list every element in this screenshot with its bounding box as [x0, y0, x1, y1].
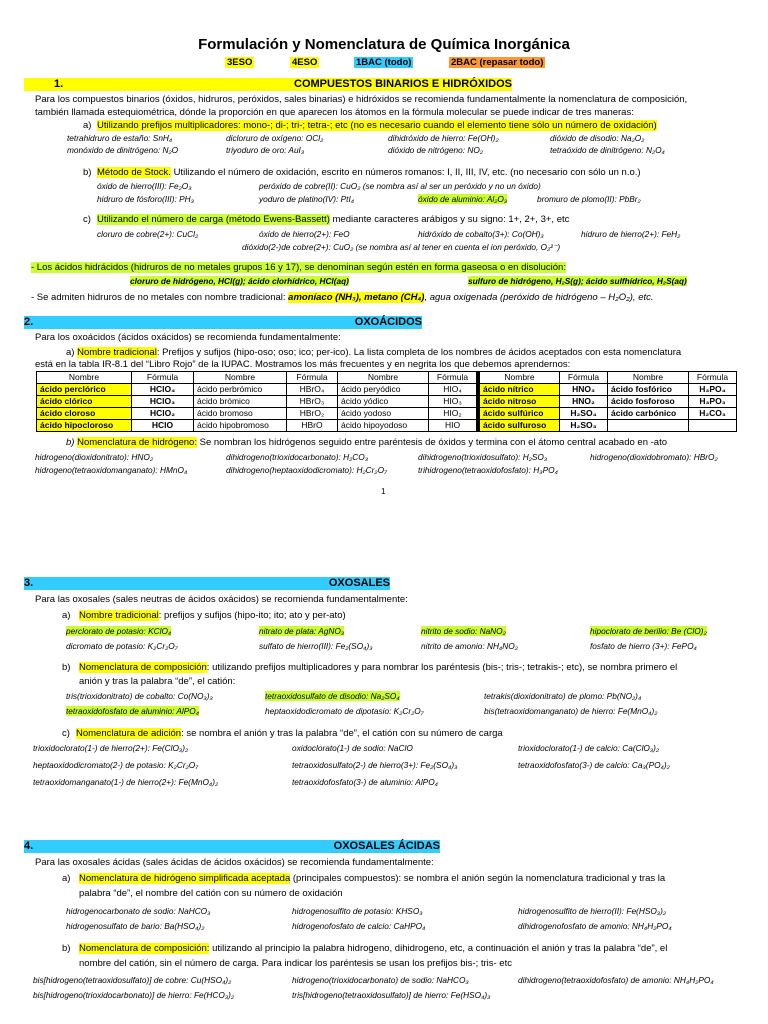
example-item: tris(trioxidonitrato) de cobalto: Co(NO₃)₃ [66, 691, 213, 701]
column-header: Fórmula [287, 372, 338, 384]
section-2-header [24, 316, 422, 329]
example-item: tetraoxidosulfato de disodio: Na₂SO₄ [265, 691, 400, 701]
table-cell: HBrO₂ [287, 408, 338, 420]
example-item: óxido de aluminio: Al₂O₃ [418, 194, 508, 204]
s3-b-text: : utilizando prefijos multiplicadores y para nombrar los paréntesis (bis-; tris-; tetrakis-; etc), se nombra primero el [206, 662, 678, 673]
s3-a-text: : prefijos y sufijos (hipo-ito; ito; ato y per-ato) [158, 610, 346, 621]
example-item: hidrogenocarbonato de sodio: NaHCO₃ [66, 906, 211, 916]
example-item: bis[hidrogeno(trioxidocarbonato)] de hierro: Fe(HCO₃)₂ [33, 990, 235, 1000]
level-1bac: 1BAC (todo) [356, 57, 412, 68]
s4-a-highlight: Nomenclatura de hidrógeno simplificada aceptada [79, 873, 291, 884]
table-cell: ácido nitroso [478, 396, 560, 408]
example-item: hidrogeno(dioxidonitrato): HNO₂ [35, 452, 153, 462]
table-cell: ácido yodoso [338, 408, 429, 420]
table-cell [689, 420, 737, 432]
example-item: hipoclorato de berilio: Be (ClO)₂ [590, 626, 707, 636]
level-3eso: 3ESO [227, 57, 253, 68]
column-header: Nombre [194, 372, 287, 384]
column-header: Fórmula [560, 372, 608, 384]
s3-a-label: a) [62, 610, 71, 621]
example-item: monóxido de dinitrógeno: N₂O [67, 145, 179, 155]
section-1-title: COMPUESTOS BINARIOS E HIDRÓXIDOS [294, 78, 512, 90]
example-item: oxidoclorato(1-) de sodio: NaClO [292, 743, 413, 753]
s4-a-line2: palabra “de”, el nombre del catión con su número de oxidación [79, 888, 343, 899]
table-cell: ácido perbrómico [194, 384, 287, 396]
s2-b-highlight: Nomenclatura de hidrógeno: [77, 437, 197, 448]
s4-b-line [79, 943, 667, 954]
example-item: nitrito de sodio: NaNO₂ [421, 626, 506, 636]
section-1-number: 1. [54, 78, 64, 90]
table-cell: HNO₃ [560, 384, 608, 396]
s3-b-line2: anión y tras la palabra “de”, el catión: [79, 676, 236, 687]
table-cell: H₂SO₃ [560, 420, 608, 432]
example-item: trioxidoclorato(1-) de calcio: Ca(ClO₃)₂ [518, 743, 660, 753]
example-item: hidrogenofosfato de calcio: CaHPO₄ [292, 921, 426, 931]
example-item: dihidrogeno(trioxidocarbonato): H₂CO₃ [226, 452, 369, 462]
table-cell: ácido sulfúrico [478, 408, 560, 420]
section-2-number: 2. [24, 316, 34, 328]
s4-b-label: b) [62, 943, 71, 954]
s3-b-line [79, 662, 677, 673]
example-item: dihidróxido de hierro: Fe(OH)₂ [388, 133, 499, 143]
s2-a-label: a) [66, 347, 78, 358]
example-item: tetraoxidomanganato(1-) de hierro(2+): Fe(MnO₄)₂ [33, 777, 219, 787]
s1-intro-line1: Para los compuestos binarios (óxidos, hidruros, peróxidos, sales binarias) e hidróxidos se recomienda fundamentalmente la nomenclatura de composición, [35, 94, 688, 105]
level-4eso: 4ESO [292, 57, 318, 68]
example-item: bis[hidrogeno(tetraoxidosulfato)] de cobre: Cu(HSO₄)₂ [33, 975, 232, 985]
s3-b-label: b) [62, 662, 71, 673]
example-item: dihidrogeno(heptaoxidodicromato): H₂Cr₂O₇ [226, 465, 387, 475]
section-3-header [24, 577, 390, 590]
section-2-title: OXOÁCIDOS [354, 316, 422, 328]
table-cell: HNO₂ [560, 396, 608, 408]
s2-b-line [66, 437, 667, 448]
example-item: dicromato de potasio: K₂Cr₂O₇ [66, 641, 178, 651]
example-item: fosfato de hierro (3+): FePO₄ [590, 641, 697, 651]
table-cell: HIO₃ [429, 396, 479, 408]
s1-b-line [97, 167, 641, 178]
section-3-number: 3. [24, 577, 34, 589]
s2-b-text: Se nombran los hidrógenos seguido entre paréntesis de óxidos y termina con el átomo central acabado en -ato [196, 437, 667, 448]
table-cell: ácido fosfórico [608, 384, 689, 396]
example-item: heptaoxidodicromato de dipotasio: K₂Cr₂O₇ [265, 706, 424, 716]
example-item: tetraoxidofosfato de aluminio: AlPO₄ [66, 706, 200, 716]
table-cell: ácido sulfuroso [478, 420, 560, 432]
table-cell: ácido clórico [37, 396, 132, 408]
table-cell: HIO [429, 420, 479, 432]
hidracido-example: cloruro de hidrógeno, HCl(g); ácido clorhídrico, HCl(aq) [130, 276, 349, 286]
s4-b-line2: nombre del catión, sin el número de carga. Para indicar los paréntesis se usan los prefijos bis-; tris- etc [79, 958, 512, 969]
s2-a-line2: está en la tabla IR-8.1 del “Libro Rojo” de la IUPAC. Mostramos los más frecuentes y en negrita los que debemos aprendernos: [35, 359, 571, 370]
hidracido-example: sulfuro de hidrógeno, H₂S(g); ácido sulfhídrico, H₂S(aq) [468, 276, 687, 286]
example-item: hidrogenosulfato de bario: Ba(HSO₄)₂ [66, 921, 205, 931]
example-item: tetrahidruro de estaño: SnH₄ [67, 133, 173, 143]
s1-a-label: a) [83, 120, 92, 131]
example-item: óxido de hierro(2+): FeO [259, 229, 350, 239]
example-item: hidróxido de cobalto(3+): Co(OH)₃ [418, 229, 544, 239]
example-item: dióxido(2-)de cobre(2+): CuO₂ (se nombra así al tener en cuenta el ion peróxido, O₂²⁻) [242, 242, 561, 252]
table-cell: ácido hipoyodoso [338, 420, 429, 432]
table-cell: H₂SO₄ [560, 408, 608, 420]
s4-a-line [79, 873, 665, 884]
column-header: Fórmula [689, 372, 737, 384]
example-item: óxido de hierro(III): Fe₂O₃ [97, 181, 192, 191]
example-item: dióxido de nitrógeno: NO₂ [388, 145, 483, 155]
section-4-header [24, 840, 440, 853]
example-item: cloruro de cobre(2+): CuCl₂ [97, 229, 199, 239]
example-item: peróxido de cobre(II): CuO₂ (se nombra así al ser un peróxido y no un óxido) [259, 181, 541, 191]
example-item: tetrakis(dioxidonitrato) de plomo: Pb(NO₂)₄ [484, 691, 642, 701]
s3-c-line [76, 728, 503, 739]
example-item: bromuro de plomo(II): PbBr₂ [537, 194, 641, 204]
example-item: tetraoxidofosfato(3-) de calcio: Ca₃(PO₄)₂ [518, 760, 670, 770]
table-cell: H₃PO₄ [689, 384, 737, 396]
table-row [37, 408, 737, 420]
s1-b-highlight: Método de Stock. [97, 167, 171, 178]
example-item: hidruro de fósforo(III): PH₃ [97, 194, 194, 204]
s1-c-line [97, 214, 569, 225]
example-item: hidrogeno(dioxidobromato): HBrO₂ [590, 452, 718, 462]
table-cell: ácido perclórico [37, 384, 132, 396]
example-item: dihidrogenofosfato de amonio: NH₄H₂PO₄ [518, 921, 672, 931]
s1-b-text: Utilizando el número de oxidación, escrito en números romanos: I, II, III, IV, etc. (no necesario con sólo un n.o.) [170, 167, 641, 178]
s1-c-label: c) [83, 214, 91, 225]
table-cell: HBrO₄ [287, 384, 338, 396]
s3-b-highlight: Nomenclatura de composición [79, 662, 207, 673]
example-item: trioxidoclorato(1-) de hierro(2+): Fe(ClO₃)₂ [33, 743, 189, 753]
example-item: hidruro de hierro(2+): FeH₂ [581, 229, 681, 239]
s4-b-highlight: Nomenclatura de composición: [79, 943, 210, 954]
tradicional-pre: - Se admiten hidruros de no metales con nombre tradicional: [31, 292, 289, 303]
table-cell: ácido bromoso [194, 408, 287, 420]
section-4-number: 4. [24, 840, 34, 852]
table-cell: H₂CO₃ [689, 408, 737, 420]
s4-a-label: a) [62, 873, 71, 884]
table-cell [608, 420, 689, 432]
table-cell: ácido nítrico [478, 384, 560, 396]
s3-c-highlight: Nomenclatura de adición [76, 728, 182, 739]
table-header-row [37, 372, 737, 384]
table-cell: ácido hipobromoso [194, 420, 287, 432]
table-cell: ácido fosforoso [608, 396, 689, 408]
table-cell: H₃PO₃ [689, 396, 737, 408]
table-cell: HBrO₃ [287, 396, 338, 408]
table-cell: HIO₂ [429, 408, 479, 420]
s4-a-text: (principales compuestos): se nombra el anión según la nomenclatura tradicional y tras la [290, 873, 666, 884]
table-cell: ácido cloroso [37, 408, 132, 420]
example-item: dicloruro de oxígeno: OCl₂ [226, 133, 324, 143]
tradicional-post: , agua oxigenada (peróxido de hidrógeno – H₂O₂), etc. [424, 292, 654, 303]
acids-table [36, 371, 737, 432]
level-2bac: 2BAC (repasar todo) [451, 57, 544, 68]
example-item: trihidrogeno(tetraoxidofosfato): H₃PO₄ [418, 465, 558, 475]
s3-intro: Para las oxosales (sales neutras de ácidos oxácidos) se recomienda fundamentalmente: [35, 594, 408, 605]
s3-c-text: : se nombra el anión y tras la palabra “de”, el catión con su número de carga [181, 728, 503, 739]
column-header: Nombre [37, 372, 132, 384]
section-1-header [24, 78, 512, 91]
table-cell: HClO₄ [132, 384, 194, 396]
s4-b-text: utilizando al principio la palabra hidrogeno, dihidrogeno, etc, a continuación el anión y tras la palabra “de”, el [209, 943, 668, 954]
tradicional-note [31, 292, 654, 303]
example-item: nitrito de amonio: NH₄NO₂ [421, 641, 518, 651]
section-4-title: OXOSALES ÁCIDAS [333, 840, 440, 852]
example-item: heptaoxidodicromato(2-) de potasio: K₂Cr₂O₇ [33, 760, 199, 770]
column-header: Nombre [608, 372, 689, 384]
s3-c-label: c) [62, 728, 70, 739]
section-3-title: OXOSALES [328, 577, 390, 589]
example-item: hidrogeno(tetraoxidomanganato): HMnO₄ [35, 465, 188, 475]
column-header: Nombre [338, 372, 429, 384]
s2-b-label: b) [66, 437, 78, 448]
table-cell: HClO [132, 420, 194, 432]
s2-intro: Para los oxoácidos (ácidos oxácidos) se recomienda fundamentalmente: [35, 332, 341, 343]
tradicional-highlight: amoníaco (NH₃), metano (CH₄) [288, 292, 425, 303]
s3-a-highlight: Nombre tradicional [79, 610, 159, 621]
page-title: Formulación y Nomenclatura de Química Inorgánica [198, 36, 570, 53]
column-header: Nombre [478, 372, 560, 384]
s4-intro: Para las oxosales ácidas (sales ácidas de ácidos oxácidos) se recomienda fundamentalmente: [35, 857, 434, 868]
example-item: dióxido de disodio: Na₂O₂ [550, 133, 645, 143]
table-row [37, 396, 737, 408]
column-header: Fórmula [429, 372, 479, 384]
page-number: 1 [381, 487, 386, 496]
example-item: hidrogenosulfito de hierro(II): Fe(HSO₃)₂ [518, 906, 667, 916]
s3-a-line [79, 610, 346, 621]
example-item: tetraóxido de dinitrógeno: N₂O₄ [550, 145, 665, 155]
example-item: tetraoxidofosfato(3-) de aluminio: AlPO₄ [292, 777, 438, 787]
table-cell: ácido yódico [338, 396, 429, 408]
example-item: yoduro de platino(IV): PtI₄ [259, 194, 355, 204]
example-item: dihidrogeno(trioxidosulfato): H₂SO₃ [418, 452, 548, 462]
example-item: perclorato de potasio: KClO₄ [66, 626, 172, 636]
table-cell: ácido peryódico [338, 384, 429, 396]
s2-a-text: : Prefijos y sufijos (hipo-oso; oso; ico; per-ico). La lista completa de los nombres de ácidos aceptados con esta nomenclatura [156, 347, 682, 358]
table-cell: ácido carbónico [608, 408, 689, 420]
table-cell: HIO₄ [429, 384, 479, 396]
s2-a-line [66, 347, 681, 358]
table-cell: ácido hipocloroso [37, 420, 132, 432]
table-cell: ácido brómico [194, 396, 287, 408]
s1-b-label: b) [83, 167, 92, 178]
example-item: bis(tetraoxidomanganato) de hierro: Fe(MnO₄)₂ [484, 706, 658, 716]
table-cell: HClO₃ [132, 396, 194, 408]
table-row [37, 420, 737, 432]
table-cell: HBrO [287, 420, 338, 432]
example-item: dihidrogeno(tetraoxidofosfato) de amonio: NH₄H₂PO₄ [518, 975, 714, 985]
example-item: hidrogenosulfito de potasio: KHSO₃ [292, 906, 423, 916]
s1-c-text: mediante caracteres arábigos y su signo: 1+, 2+, 3+, etc [329, 214, 570, 225]
s1-intro-line2: también llamada estequiométrica, dónde la proporción en que aparecen los átomos en la fórmula molecular se puede indicar de tres maneras: [35, 107, 634, 118]
example-item: tetraoxidosulfato(2-) de hierro(3+): Fe₂(SO₄)₃ [292, 760, 458, 770]
column-header: Fórmula [132, 372, 194, 384]
example-item: triyoduro de oro: AuI₃ [226, 145, 305, 155]
table-cell: HClO₂ [132, 408, 194, 420]
s1-c-highlight: Utilizando el número de carga (método Ewens-Bassett) [97, 214, 330, 225]
s2-a-highlight: Nombre tradicional [77, 347, 157, 358]
example-item: tris[hidrogeno(tetraoxidosulfato)] de hierro: Fe(HSO₄)₃ [292, 990, 491, 1000]
table-row [37, 384, 737, 396]
example-item: hidrogeno(trioxidocarbonato) de sodio: NaHCO₃ [292, 975, 469, 985]
example-item: sulfato de hierro(III): Fe₂(SO₄)₃ [259, 641, 373, 651]
s1-a-text: Utilizando prefijos multiplicadores: mono-; di-; tri-; tetra-; etc (no es necesario cuando el elemento tiene sólo un número de oxidación) [97, 120, 657, 131]
example-item: nitrato de plata: AgNO₃ [259, 626, 345, 636]
hidracidos-note: - Los ácidos hidrácidos (hidruros de no metales grupos 16 y 17), se denominan según estén en forma gaseosa o en disolución: [31, 262, 566, 273]
